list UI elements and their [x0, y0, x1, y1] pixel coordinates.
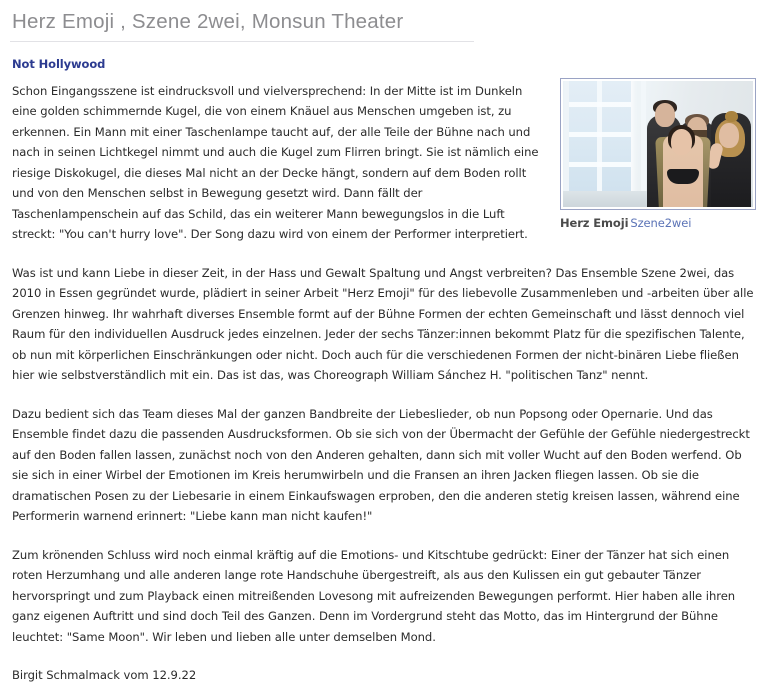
- photo-window-frame: [565, 81, 646, 203]
- paragraph-3: Dazu bedient sich das Team dieses Mal der ganzen Bandbreite der Liebeslieder, ob nun Popsong oder Opernarie. Und das Ensemble findet dazu die passenden Ausdrucksformen. Ob sie sich von der Übermacht der Gefühle der Gefühle niedergestreckt auf den Boden fallen lassen, zunächst noch von den Anderen gehalten, dann sich mit voller Wucht auf den Boden werfend. Ob sie sich in einer Wirbel der Emotionen im Kreis herumwirbeln und die Fransen an ihren Jacken fliegen lassen. Ob sie die dramatischen Posen zu der Liebesarie in einem Einkaufswagen erproben, den die anderen stetig kreisen lassen, während eine Performerin warnend erinnert: "Liebe kann man nicht kaufen!": [12, 406, 750, 524]
- production-photo: [563, 81, 753, 207]
- article-figure: [560, 78, 756, 231]
- performer-front-head: [671, 129, 692, 155]
- article-signature: Birgit Schmalmack vom 12.9.22: [12, 668, 197, 683]
- paragraph-2: Was ist und kann Liebe in dieser Zeit, in der Hass und Gewalt Spaltung und Angst verbreiten? Das Ensemble Szene 2wei, das 2010 in Essen gegründet wurde, plädiert in seiner Arbeit "Herz Emoji" für des liebevolle Zusammenleben und -arbeiten über alle Grenzen hinweg. Ihr wahrhaft diverses Ensemble formt auf der Bühne Formen der echten Gemeinschaft und lässt dennoch viel Raum für den individuellen Ausdruck jedes einzelnen. Jeder der sechs Tänzer:innen bekommt Platz für die spezifischen Talente, ob nun mit körperlichen Einschränkungen oder nicht. Doch auch für die verschiedenen Formen der nicht-binären Liebe fließen hier wie selbstverständlich mit ein. Das ist das, was Choreograph William Sánchez H. "politischen Tanz" nennt.: [12, 265, 754, 383]
- category-line: [10, 42, 758, 72]
- performer-front-top: [667, 169, 699, 184]
- performer-right-bun: [725, 111, 738, 122]
- paragraph-1: Schon Eingangsszene ist eindrucksvoll und vielversprechend: In der Mitte ist im Dunkeln eine golden schimmernde Kugel, die von einem Knäuel aus Menschen umgeben ist, zu erkennen. Ein Mann mit einer Taschenlampe taucht auf, der alle Teile der Bühne nach und nach in seinen Lichtkegel nimmt und auch die Kugel zum Flirren bringt. Sie ist nämlich eine riesige Diskokugel, die dieses Mal nicht an der Decke hängt, sondern auf dem Boden rollt und von den Menschen selbst in Bewegung gesetzt wird. Dann fällt der Taschenlampenschein auf das Schild, das ein weiterer Mann bewegungslos in die Luft streckt: "You can't hurry love". Der Song dazu wird von einem der Performer interpretiert.: [12, 83, 539, 242]
- page-title: Herz Emoji , Szene 2wei, Monsun Theater: [10, 0, 474, 42]
- category-link-not-hollywood[interactable]: Not Hollywood: [12, 56, 106, 71]
- figure-frame: [560, 78, 756, 210]
- performer-back-left-head: [655, 103, 675, 127]
- figure-caption: [560, 216, 756, 231]
- paragraph-4: Zum krönenden Schluss wird noch einmal kräftig auf die Emotions- und Kitschtube gedrückt: Einer der Tänzer hat sich einen roten Herzumhang und alle anderen lange rote Handschuhe übergestreift, als aus den Kulissen ein gut gebauter Tänzer hervorspringt und zum Playback einen mitreißenden Lovesong mit aufreizenden Bewegungen performt. Hier haben alle ihren ganz eigenen Auftritt und sind doch Teil des Ganzen. Denn im Vordergrund steht das Motto, das im Hintergrund der Bühne leuchtet: "Same Moon". Wir leben und lieben alle unter demselben Mond.: [12, 547, 736, 644]
- performer-right-head: [719, 123, 739, 148]
- figure-caption-title: Herz Emoji: [560, 215, 629, 230]
- figure-caption-link-szene2wei[interactable]: Szene2wei: [630, 215, 692, 230]
